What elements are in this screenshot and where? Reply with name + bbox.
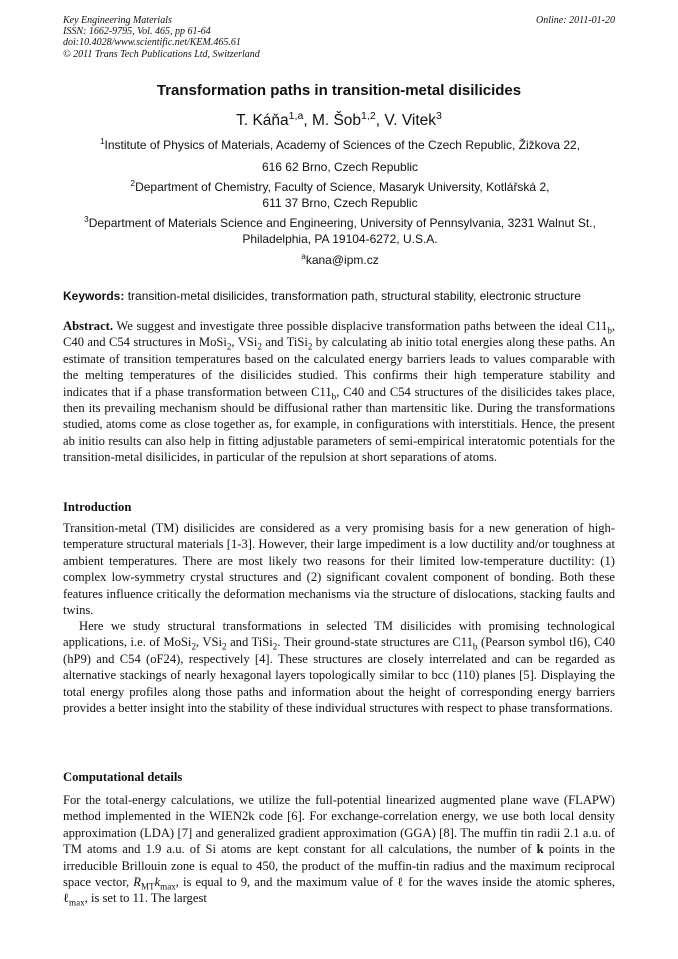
affiliation-2-address: 611 37 Brno, Czech Republic: [262, 196, 418, 210]
issn-line: ISSN: 1662-9795, Vol. 465, pp 61-64: [63, 26, 211, 38]
affiliation-1-address: 616 62 Brno, Czech Republic: [261, 160, 419, 174]
abstract-label: Abstract.: [63, 319, 114, 333]
author-list: T. Káňa$^{1,a}$, M. Šob$^{1,2}$, V. Vitek$^3$: [236, 109, 442, 129]
introduction-paragraph-1: Transition-metal (TM) disilicides are considered as a very promising basis for a new generation of high-temperature structural materials [1-3]. However, their large impediment is a low ductility and/or toughness at ambient temperatures. There are most likely two reasons for their limited low-temperature ductility: (1) complex low-symmetry crystal structures and (2) significant covalent component of bonding. Both these features influence critically the deformation mechanisms via the structure of dislocations, stacking faults and twins.: [63, 521, 615, 618]
author-name: T. Káňa: [236, 112, 289, 129]
section-heading-computational-details: Computational details: [63, 770, 183, 784]
journal-header: [63, 15, 615, 60]
abstract-paragraph: Abstract. We suggest and investigate three possible displacive transformation paths between the ideal $C11_b$, C40 and C54 structures in MoSi$_2$, VSi$_2$ and TiSi$_2$ by calculating ab initio total energies along these paths. An estimate of transition temperatures based on the calculated energy barriers leads to values comparable with the melting temperatures of the disilicides studied. This confirms their high temperature stability and indicates that if a phase transformation between $C11_b$, C40 and C54 structures of the disilicides takes place, then its prevailing mechanism should be diffusional rather than martensitic like. During the transformations studied, atoms come as close together as, for example, in configurations with interstitials. Hence, the present ab initio results can also help in fitting adjustable parameters of semi-empirical interatomic potentials for the transition-metal disilicides, in particular of the repulsion at short separations of atoms.: [63, 319, 616, 465]
author-email[interactable]: $^a$kana@ipm.cz: [301, 252, 379, 267]
author-name: M. Šob: [311, 112, 362, 129]
introduction-paragraph-2: Here we study structural transformations in selected TM disilicides with promising technological applications, i.e. of MoSi$_2$, VSi$_2$ and TiSi$_2$. Their ground-state structures are $C11_b$ (Pearson symbol tI6), C40 (hP9) and C54 (oF24), respectively [4]. These structures are closely interrelated and can be regarded as alternative stackings of nearly hexagonal layers topologically similar to bcc (110) planes [5]. Displaying the total energy profiles along those paths and information about the height of corresponding energy barriers provides a better insight into the stability of these individual structures with respect to phase transformations.: [63, 619, 615, 716]
author-affil-mark: 1,2: [361, 109, 376, 122]
keywords-text: transition-metal disilicides, transformation path, structural stability, electronic structure: [124, 289, 581, 303]
journal-name: Key Engineering Materials: [63, 15, 172, 26]
doi-line: doi:10.4028/www.scientific.net/KEM.465.61: [63, 37, 241, 49]
author-affil-mark: 3: [436, 109, 442, 122]
affiliation-3-address: Philadelphia, PA 19104-6272, U.S.A.: [242, 232, 438, 246]
author-affil-mark: 1,a: [288, 109, 304, 122]
keywords: [63, 289, 623, 303]
copyright-line: © 2011 Trans Tech Publications Ltd, Switzerland: [63, 48, 260, 60]
author-name: V. Vitek: [384, 112, 437, 129]
keywords-label: Keywords:: [63, 289, 125, 303]
section-heading-introduction: Introduction: [63, 500, 132, 514]
paper-title: Transformation paths in transition-metal disilicides: [156, 82, 522, 99]
affiliation-2: $^2$Department of Chemistry, Faculty of Science, Masaryk University, Kotlářská 2,: [130, 179, 550, 194]
online-date: Online: 2011-01-20: [536, 15, 615, 26]
computational-paragraph: For the total-energy calculations, we utilize the full-potential linearized augmented plane wave (FLAPW) method implemented in the WIEN2k code [6]. For exchange-correlation energy, we use both local density approximation (LDA) [7] and generalized gradient approximation (GGA) [8]. The muffin tin radii 2.1 a.u. of TM atoms and 1.9 a.u. of Si atoms are kept constant for all calculations, the number of k points in the irreducible Brillouin zone is equal to 450, the product of the muffin-tin radius and the maximum reciprocal space vector, $R_{MT}k_{max}$, is equal to 9, and the maximum value of ℓ for the waves inside the atomic spheres, ℓ$_{max}$, is set to 11. The largest: [63, 793, 616, 908]
affiliation-3: $^3$Department of Materials Science and Engineering, University of Pennsylvania, 3231 Walnut St.,: [84, 215, 596, 230]
affiliation-1: $^1$Institute of Physics of Materials, Academy of Sciences of the Czech Republic, Žižkova 22,: [99, 137, 581, 152]
